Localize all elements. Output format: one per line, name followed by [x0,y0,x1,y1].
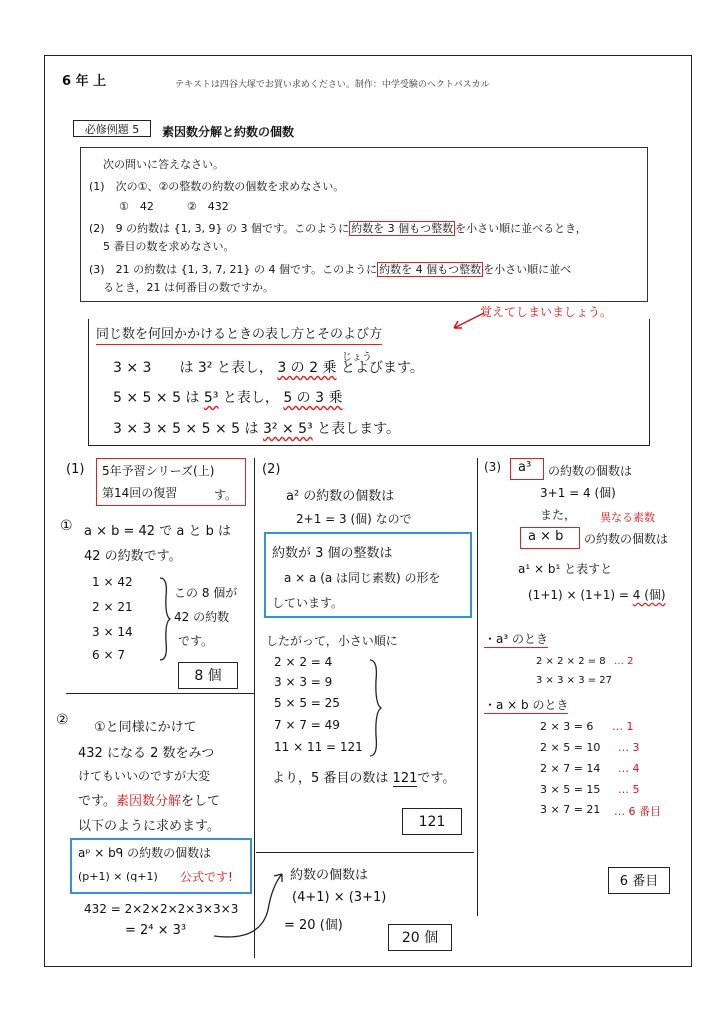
question-3-line2: るとき，21 は何番目の数ですか。 [103,281,275,294]
part1-line2: 42 の約数です。 [84,549,182,564]
pair-1: 1 × 42 [92,575,133,589]
question-1-items: ① 42 ② 432 [119,200,229,213]
col3-line4: a¹ × b¹ と表すと [518,562,613,576]
col3-line5: (1+1) × (1+1) = 4 (個) [528,588,666,602]
reference-line2: 第14回の復習 [102,486,178,500]
power-line-3: 3 × 3 × 5 × 5 × 5 は 3² × 5³ と表します。 [113,421,400,437]
question-2-line1: (2) 9 の約数は {1, 3, 9} の 3 個です。このように 約数を 3 個もつ整数 を小さい順に並べるとき， [89,222,587,235]
brace-icon [368,658,384,758]
part2-mark: ② [56,712,69,728]
part2-line5: 以下のように求めます。 [78,819,220,834]
pairs-note-2: 42 の約数 [174,610,230,624]
col3-also: また， [540,508,577,522]
product-2-note: … 3 [618,741,640,754]
col2-therefore: したがって，小さい順に [266,634,398,648]
pairs-note-1: この 8 個が [174,586,238,600]
question-1: (1) 次の①、②の整数の約数の個数を求めなさい。 [89,180,345,193]
part1-mark: ① [60,518,73,534]
answer-1-1: 8 個 [178,662,238,689]
part2-line4: です。素因数分解をして [78,794,220,809]
row-divider-mid [256,852,474,853]
col2-conclusion: より，5 番目の数は 121です。 [272,771,456,786]
square-3: 5 × 5 = 25 [274,696,340,710]
part2-line1: ①と同様にかけて [94,720,197,735]
shape-line2: a × a (a は同じ素数) の形を [284,571,441,585]
brace-icon [158,576,172,662]
square-1: 2 × 2 = 4 [274,655,333,669]
product-1: 2 × 3 = 6 [540,720,594,733]
cube-1: 2 × 2 × 2 = 8 [536,656,606,667]
remember-note: 覚えてしまいましょう。 [480,305,613,319]
credit-text: テキストは四谷大塚でお買い求めください。制作：中学受験のヘクトパスカル [175,80,490,90]
ruby-jou: じょう [342,352,372,363]
part2-line3: けてもいいのですが大変 [78,769,211,783]
divisor-count-title: 約数の個数は [290,868,369,883]
product-5: 3 × 7 = 21 [540,803,601,816]
part1-line1: a × b = 42 で a と b は [84,524,231,539]
example-title: 素因数分解と約数の個数 [162,125,295,139]
answer-2: 121 [402,808,462,835]
reference-line1: 5年予習シリーズ(上) [102,464,215,478]
col3-line2: 3+1 = 4 (個) [540,486,616,500]
factor-eq-1: 432 = 2×2×2×2×3×3×3 [84,902,239,916]
col1-number: (1) [66,462,85,477]
question-3-line1: (3) 21 の約数は {1, 3, 7, 21} の 4 個です。このように 約数を 4 個もつ整数 を小さい順に並べ [89,263,572,276]
part2-line2: 432 になる 2 数をみつ [78,746,215,761]
highlight-divisor-3: 約数を 3 個もつ整数 [351,222,454,235]
divisor-count-result: = 20 (個) [284,918,343,933]
col3-number: (3) [484,460,501,474]
a-cubed: a³ [518,460,532,475]
square-4: 7 × 7 = 49 [274,718,340,732]
curved-arrow-icon [210,860,290,944]
answer-1-2: 20 個 [388,924,452,951]
question-intro: 次の問いに答えなさい。 [103,158,224,171]
pair-4: 6 × 7 [92,648,125,662]
formula-note: 公式です! [180,870,233,884]
pairs-note-3: です。 [178,634,214,648]
reference-line3: す。 [214,488,238,502]
question-box [80,147,648,302]
col2-line1: a² の約数の個数は [286,489,395,504]
shape-line3: しています。 [272,596,344,610]
power-notation-title: 同じ数を何回かかけるときの表し方とそのよび方 [96,323,382,345]
pair-2: 2 × 21 [92,600,133,614]
formula-line2: (p+1) × (q+1) [78,870,158,883]
formula-line1: aᵖ × bᑫ の約数の個数は [78,846,212,860]
shape-line1: 約数が 3 個の整数は [272,546,393,561]
question-2-line2: 5 番目の数を求めなさい。 [103,240,235,253]
col3-line1: の約数の個数は [548,464,633,478]
cube-1-note: … 2 [614,656,634,667]
product-3-note: … 4 [618,762,640,775]
col2-line2: 2+1 = 3 (個) なので [296,512,412,526]
column-divider-2 [477,458,478,916]
row-divider-left [66,693,254,694]
product-3: 2 × 7 = 14 [540,762,601,775]
a-times-b: a × b [528,529,564,544]
product-1-note: … 1 [612,720,634,733]
col2-number: (2) [262,462,281,477]
case-cube-heading: ・a³ のとき [484,632,548,646]
divisor-count-expr: (4+1) × (3+1) [292,890,387,905]
square-5: 11 × 11 = 121 [274,740,363,754]
product-4: 3 × 5 = 15 [540,783,601,796]
factor-eq-2: = 2⁴ × 3³ [125,923,187,938]
product-5-note: … 6 番目 [614,805,661,818]
case-product-heading: ・a × b のとき [484,698,569,712]
pair-3: 3 × 14 [92,625,133,639]
col3-line3: の約数の個数は [584,532,669,546]
distinct-primes-note: 異なる素数 [600,511,655,524]
highlight-divisor-4: 約数を 4 個もつ整数 [379,263,482,276]
power-line-2: 5 × 5 × 5 は 5³ と表し， 5 の 3 乗 [113,390,343,406]
square-2: 3 × 3 = 9 [274,675,333,689]
product-4-note: … 5 [618,783,640,796]
power-line-1: 3 × 3 は 3² と表し， 3 の 2 乗 とよびます。 [113,360,424,376]
answer-3: 6 番目 [608,867,670,894]
cube-2: 3 × 3 × 3 = 27 [536,675,613,686]
grade-label: 6 年 上 [62,74,107,89]
example-label: 必修例題 5 [73,120,151,137]
product-2: 2 × 5 = 10 [540,741,601,754]
